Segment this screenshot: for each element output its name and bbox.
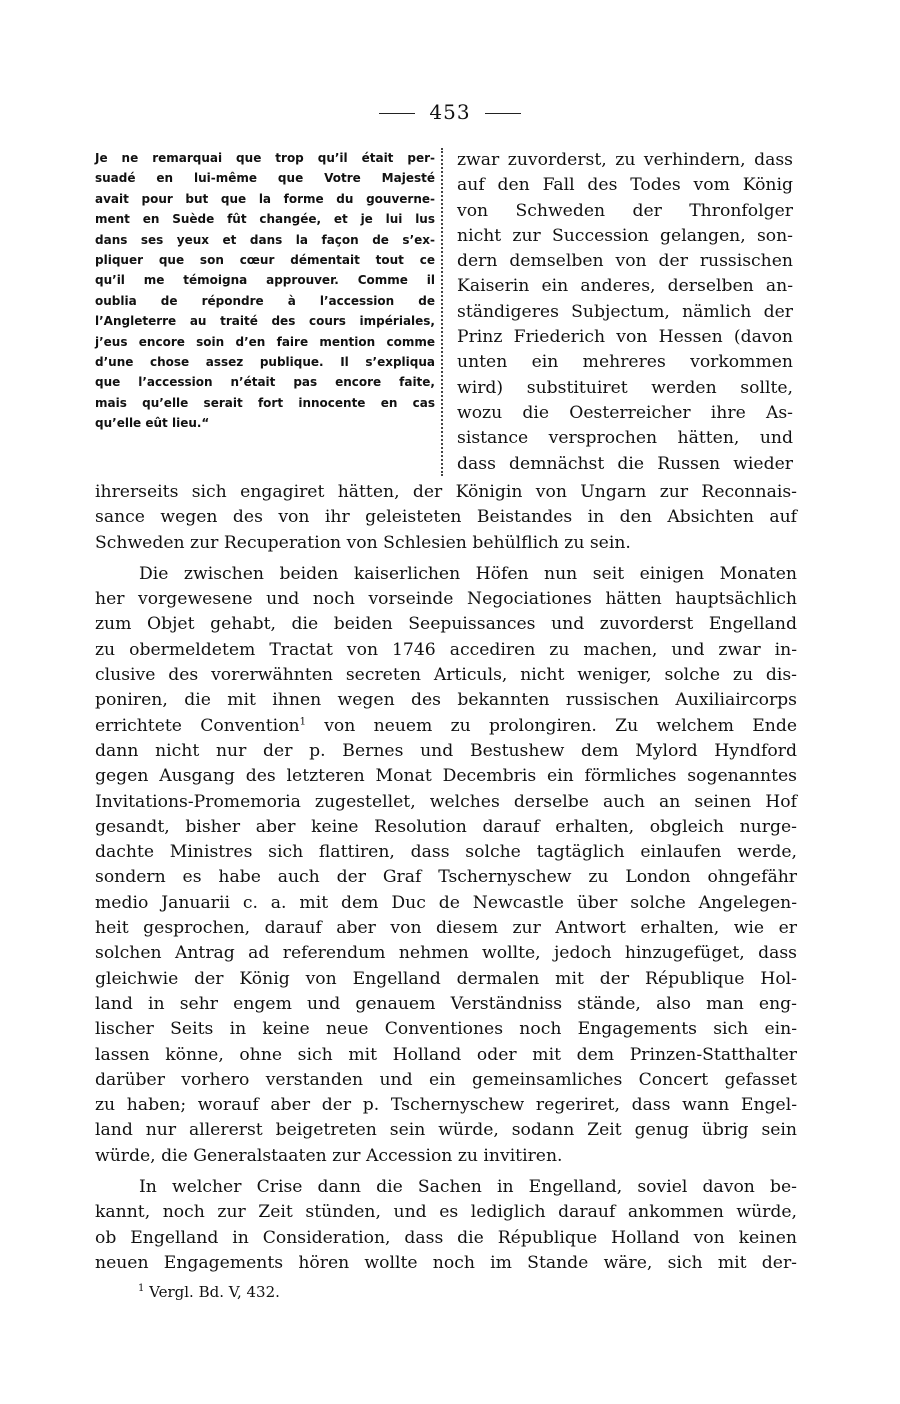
text-line: lassen könne, ohne sich mit Holland oder mit dem Prinzen-Statthalter	[95, 1044, 797, 1065]
quote-line: qu’il me témoigna approuver. Comme il	[95, 273, 435, 288]
text-line: Invitations-Promemoria zugestellet, welches derselbe auch an seinen Hof	[95, 791, 797, 812]
quote-line: l’Angleterre au traité des cours impériales,	[95, 314, 435, 329]
footnote-text: Vergl. Bd. V, 432.	[149, 1283, 280, 1301]
text-line: darüber vorhero verstanden und ein gemeinsamliches Concert gefasset	[95, 1069, 797, 1090]
text-line: poniren, die mit ihnen wegen des bekannten russischen Auxiliaircorps	[95, 690, 797, 711]
paragraph-2	[95, 562, 797, 1169]
quote-line: que l’accession n’était pas encore faite,	[95, 375, 435, 390]
column-divider	[441, 148, 443, 476]
text-line: Prinz Friederich von Hessen (davon	[457, 327, 793, 348]
text-line: zu haben; worauf aber der p. Tschernyschew regeriret, dass wann Engel-	[95, 1095, 797, 1116]
text-line: Schweden zur Recuperation von Schlesien behülflich zu sein.	[95, 532, 631, 553]
quote-line: Je ne remarquai que trop qu’il était per-	[95, 151, 435, 165]
page-header	[0, 100, 900, 124]
text-line: clusive des vorerwähnten secreten Articuls, nicht weniger, solche zu dis-	[95, 665, 797, 686]
text-line-with-footnote	[95, 714, 797, 739]
header-dash-right	[485, 113, 521, 114]
text-line: In welcher Crise dann die Sachen in Engelland, soviel davon be-	[139, 1177, 797, 1198]
quote-line: pliquer que son cœur démentait tout ce	[95, 253, 435, 268]
text-line: von Schweden der Thronfolger	[457, 200, 793, 221]
text-line: würde, die Generalstaaten zur Accession zu invitiren.	[95, 1145, 563, 1166]
text-fragment: errichtete Convention	[95, 715, 300, 736]
quote-line: dans ses yeux et dans la façon de s’ex-	[95, 232, 435, 247]
text-line: dern demselben von der russischen	[457, 251, 793, 272]
header-dash-left	[379, 113, 415, 114]
text-line: kannt, noch zur Zeit stünden, und es lediglich darauf ankommen würde,	[95, 1202, 797, 1223]
text-fragment: von neuem zu prolongiren. Zu welchem Ende	[305, 715, 797, 736]
quote-line: j’eus encore soin d’en faire mention comme	[95, 334, 435, 349]
text-line: heit gesprochen, darauf aber von diesem zur Antwort erhalten, wie er	[95, 918, 797, 939]
footnote	[138, 1283, 280, 1301]
text-line: unten ein mehreres vorkommen	[457, 352, 793, 373]
text-line: sance wegen des von ihr geleisteten Beistandes in den Absichten auf	[95, 507, 797, 528]
text-line: wird) substituiret werden sollte,	[457, 377, 793, 398]
text-line: nicht zur Succession gelangen, son-	[457, 225, 793, 246]
text-line: dass demnächst die Russen wieder	[457, 453, 793, 474]
text-line: medio Januarii c. a. mit dem Duc de Newcastle über solche Angelegen-	[95, 892, 797, 913]
quote-line: mais qu’elle serait fort innocente en cas	[95, 395, 435, 410]
text-line: neuen Engagements hören wollte noch im Stande wäre, sich mit der-	[95, 1252, 797, 1273]
text-line: Die zwischen beiden kaiserlichen Höfen nun seit einigen Monaten	[139, 563, 797, 584]
paragraph-3	[95, 1175, 797, 1276]
text-line: ihrerseits sich engagiret hätten, der Königin von Ungarn zur Reconnais-	[95, 482, 797, 502]
quote-line: oublia de répondre à l’accession de	[95, 293, 435, 308]
text-line: auf den Fall des Todes vom König	[457, 175, 793, 196]
quote-line: d’une chose assez publique. Il s’expliqua	[95, 355, 435, 370]
text-line: gesandt, bisher aber keine Resolution darauf erhalten, obgleich nurge-	[95, 816, 797, 837]
french-quote-column	[95, 148, 435, 434]
text-line: dachte Ministres sich flattiren, dass solche tagtäglich einlaufen werde,	[95, 842, 797, 863]
text-line: gegen Ausgang des letzteren Monat Decembris ein förmliches sogenanntes	[95, 766, 797, 787]
text-line: sistance versprochen hätten, und	[457, 428, 793, 449]
text-line: Kaiserin ein anderes, derselben an-	[457, 276, 793, 297]
footnote-reference[interactable]: 1	[299, 715, 306, 727]
text-line: solchen Antrag ad referendum nehmen wollte, jedoch hinzugefüget, dass	[95, 943, 797, 964]
text-line: her vorgewesene und noch vorseinde Negociationes hätten hauptsächlich	[95, 589, 797, 610]
quote-line: suadé en lui-même que Votre Majesté	[95, 171, 435, 186]
quote-line: ment en Suède fût changée, et je lui lus	[95, 212, 435, 227]
paragraph-1	[95, 480, 797, 556]
text-line: ständigeres Subjectum, nämlich der	[457, 301, 793, 322]
text-line: zwar zuvorderst, zu verhindern, dass	[457, 150, 793, 170]
text-line: ob Engelland in Consideration, dass die République Holland von keinen	[95, 1227, 797, 1248]
page-number: 453	[429, 100, 471, 124]
text-line: dann nicht nur der p. Bernes und Bestushew dem Mylord Hyndford	[95, 740, 797, 761]
quote-line: qu’elle eût lieu.“	[95, 416, 210, 431]
two-column-section	[95, 148, 797, 478]
text-line: zum Objet gehabt, die beiden Seepuissances und zuvorderst Engelland	[95, 614, 797, 635]
text-line: land in sehr engem und genauem Verständniss stände, also man eng-	[95, 993, 797, 1014]
footnote-marker: 1	[138, 1283, 145, 1294]
text-line: gleichwie der König von Engelland dermalen mit der République Hol-	[95, 968, 797, 989]
text-line: zu obermeldetem Tractat von 1746 accediren zu machen, und zwar in-	[95, 639, 797, 660]
text-line: land nur allererst beigetreten sein würde, sodann Zeit genug übrig sein	[95, 1120, 797, 1141]
text-line: lischer Seits in keine neue Conventiones noch Engagements sich ein-	[95, 1019, 797, 1040]
text-line: sondern es habe auch der Graf Tschernyschew zu London ohngefähr	[95, 867, 797, 888]
german-text-column	[457, 148, 793, 477]
quote-line: avait pour but que la forme du gouverne-	[95, 191, 435, 206]
text-line: wozu die Oesterreicher ihre As-	[457, 402, 793, 423]
main-text	[95, 480, 797, 1282]
